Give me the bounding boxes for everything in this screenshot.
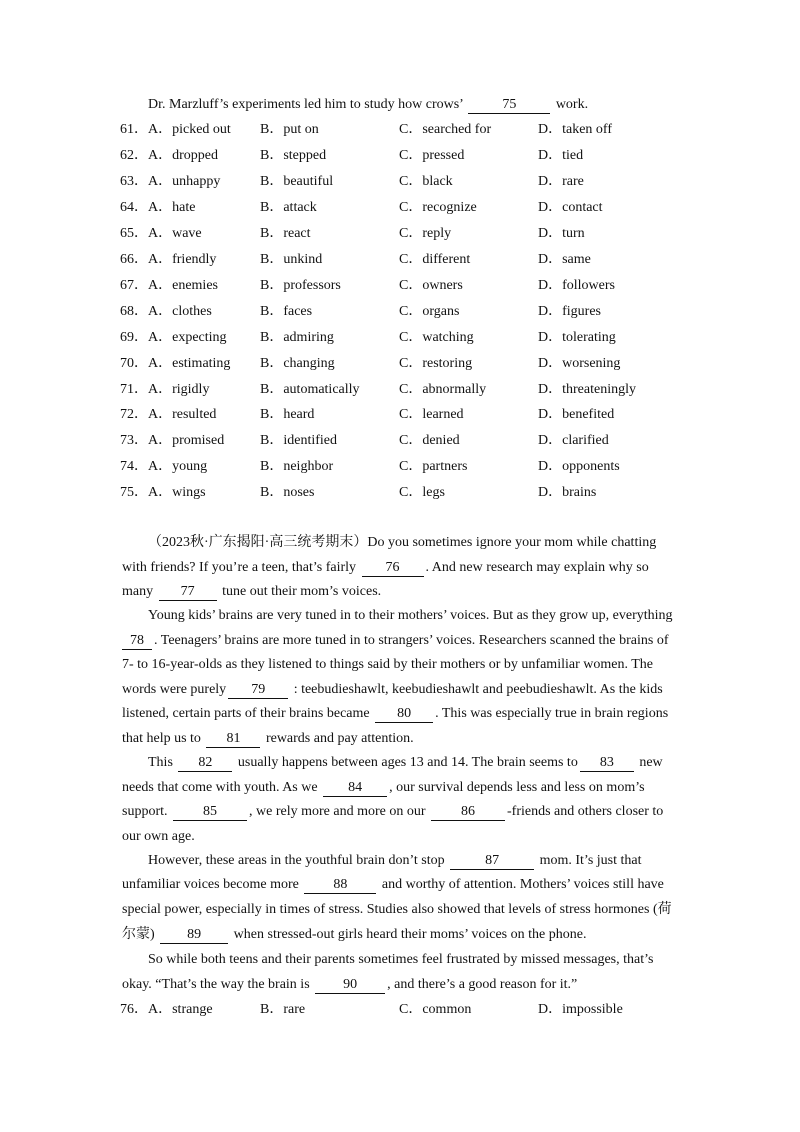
passage-p3-line2: needs that come with youth. As we 84 , our survival depends less and less on mom’s xyxy=(122,780,645,795)
blank-85: 85 xyxy=(173,804,247,821)
blank-90: 90 xyxy=(315,977,385,994)
option-row: 71．A．rigidly B．automatically C．abnormally D．threateningly xyxy=(120,382,636,397)
source-note: （2023秋·广东揭阳·高三统考期末） xyxy=(148,535,368,550)
passage-p4-line4: 尔蒙) 89 when stressed-out girls heard their moms’ voices on the phone. xyxy=(122,927,587,942)
option-row: 61．A．picked out B．put on C．searched for D．taken off xyxy=(120,122,612,137)
passage-p5-line2: okay. “That’s the way the brain is 90 , and there’s a good reason for it.” xyxy=(122,977,578,992)
passage-p3-line4: our own age. xyxy=(122,829,195,844)
option-row: 63．A．unhappy B．beautiful C．black D．rare xyxy=(120,174,584,189)
option-row: 70．A．estimating B．changing C．restoring D．worsening xyxy=(120,356,621,371)
passage-p4-line2: unfamiliar voices become more 88 and worthy of attention. Mothers’ voices still have xyxy=(122,877,664,892)
blank-89: 89 xyxy=(160,927,228,944)
passage-p2-line4: words were purely 79 : teebudieshawlt, keebudieshawlt and peebudieshawlt. As the kids xyxy=(122,682,663,697)
blank-87: 87 xyxy=(450,853,534,870)
blank-86: 86 xyxy=(431,804,505,821)
blank-84: 84 xyxy=(323,780,387,797)
option-row: 76．A．strange B．rare C．common D．impossible xyxy=(120,1002,623,1017)
intro-sentence: Dr. Marzluff’s experiments led him to study how crows’ 75 work. xyxy=(148,97,589,112)
blank-82: 82 xyxy=(178,755,232,772)
option-row: 65．A．wave B．react C．reply D．turn xyxy=(120,226,585,241)
option-row: 69．A．expecting B．admiring C．watching D．tolerating xyxy=(120,330,616,345)
option-row: 72．A．resulted B．heard C．learned D．benefited xyxy=(120,407,615,422)
passage-p4-line1: However, these areas in the youthful brain don’t stop 87 mom. It’s just that xyxy=(148,853,642,868)
blank-76: 76 xyxy=(362,560,424,577)
option-row: 67．A．enemies B．professors C．owners D．followers xyxy=(120,278,615,293)
option-row: 64．A．hate B．attack C．recognize D．contact xyxy=(120,200,603,215)
passage-p2-line5: listened, certain parts of their brains became 80 . This was especially true in brain regions xyxy=(122,706,669,721)
passage-p2-line3: 7- to 16-year-olds as they listened to things said by their mothers or by unfamiliar women. The xyxy=(122,657,653,672)
blank-77: 77 xyxy=(159,584,217,601)
blank-83: 83 xyxy=(580,755,634,772)
option-row: 75．A．wings B．noses C．legs D．brains xyxy=(120,485,597,500)
blank-81: 81 xyxy=(206,731,260,748)
option-row: 68．A．clothes B．faces C．organs D．figures xyxy=(120,304,601,319)
passage-p1-line3: many 77 tune out their mom’s voices. xyxy=(122,584,382,599)
option-row: 66．A．friendly B．unkind C．different D．same xyxy=(120,252,591,267)
option-row: 62．A．dropped B．stepped C．pressed D．tied xyxy=(120,148,584,163)
blank-78: 78 xyxy=(122,633,152,650)
blank-80: 80 xyxy=(375,706,433,723)
passage-p5-line1: So while both teens and their parents sometimes feel frustrated by missed messages, that’s xyxy=(148,952,654,967)
blank-79: 79 xyxy=(228,682,288,699)
passage-p2-line6: that help us to 81 rewards and pay attention. xyxy=(122,731,414,746)
blank-88: 88 xyxy=(304,877,376,894)
passage-p2-line2: 78 . Teenagers’ brains are more tuned in to strangers’ voices. Researchers scanned the brains of xyxy=(122,631,680,651)
passage-p3-line1: This 82 usually happens between ages 13 and 14. The brain seems to 83 new xyxy=(148,755,663,770)
passage-p3-line3: support. 85 , we rely more and more on our 86 -friends and others closer to xyxy=(122,804,664,819)
option-row: 73．A．promised B．identified C．denied D．clarified xyxy=(120,433,609,448)
option-row: 74．A．young B．neighbor C．partners D．opponents xyxy=(120,459,620,474)
passage-p2-line1: Young kids’ brains are very tuned in to their mothers’ voices. But as they grow up, everything xyxy=(148,608,673,623)
passage-p4-line3: special power, especially in times of stress. Studies also showed that levels of stress hormones (荷 xyxy=(122,902,672,917)
passage-p1-line2: with friends? If you’re a teen, that’s fairly 76 . And new research may explain why so xyxy=(122,560,649,575)
blank-75: 75 xyxy=(468,97,550,114)
passage-p1-line1: （2023秋·广东揭阳·高三统考期末）Do you sometimes ignore your mom while chatting xyxy=(148,535,657,550)
